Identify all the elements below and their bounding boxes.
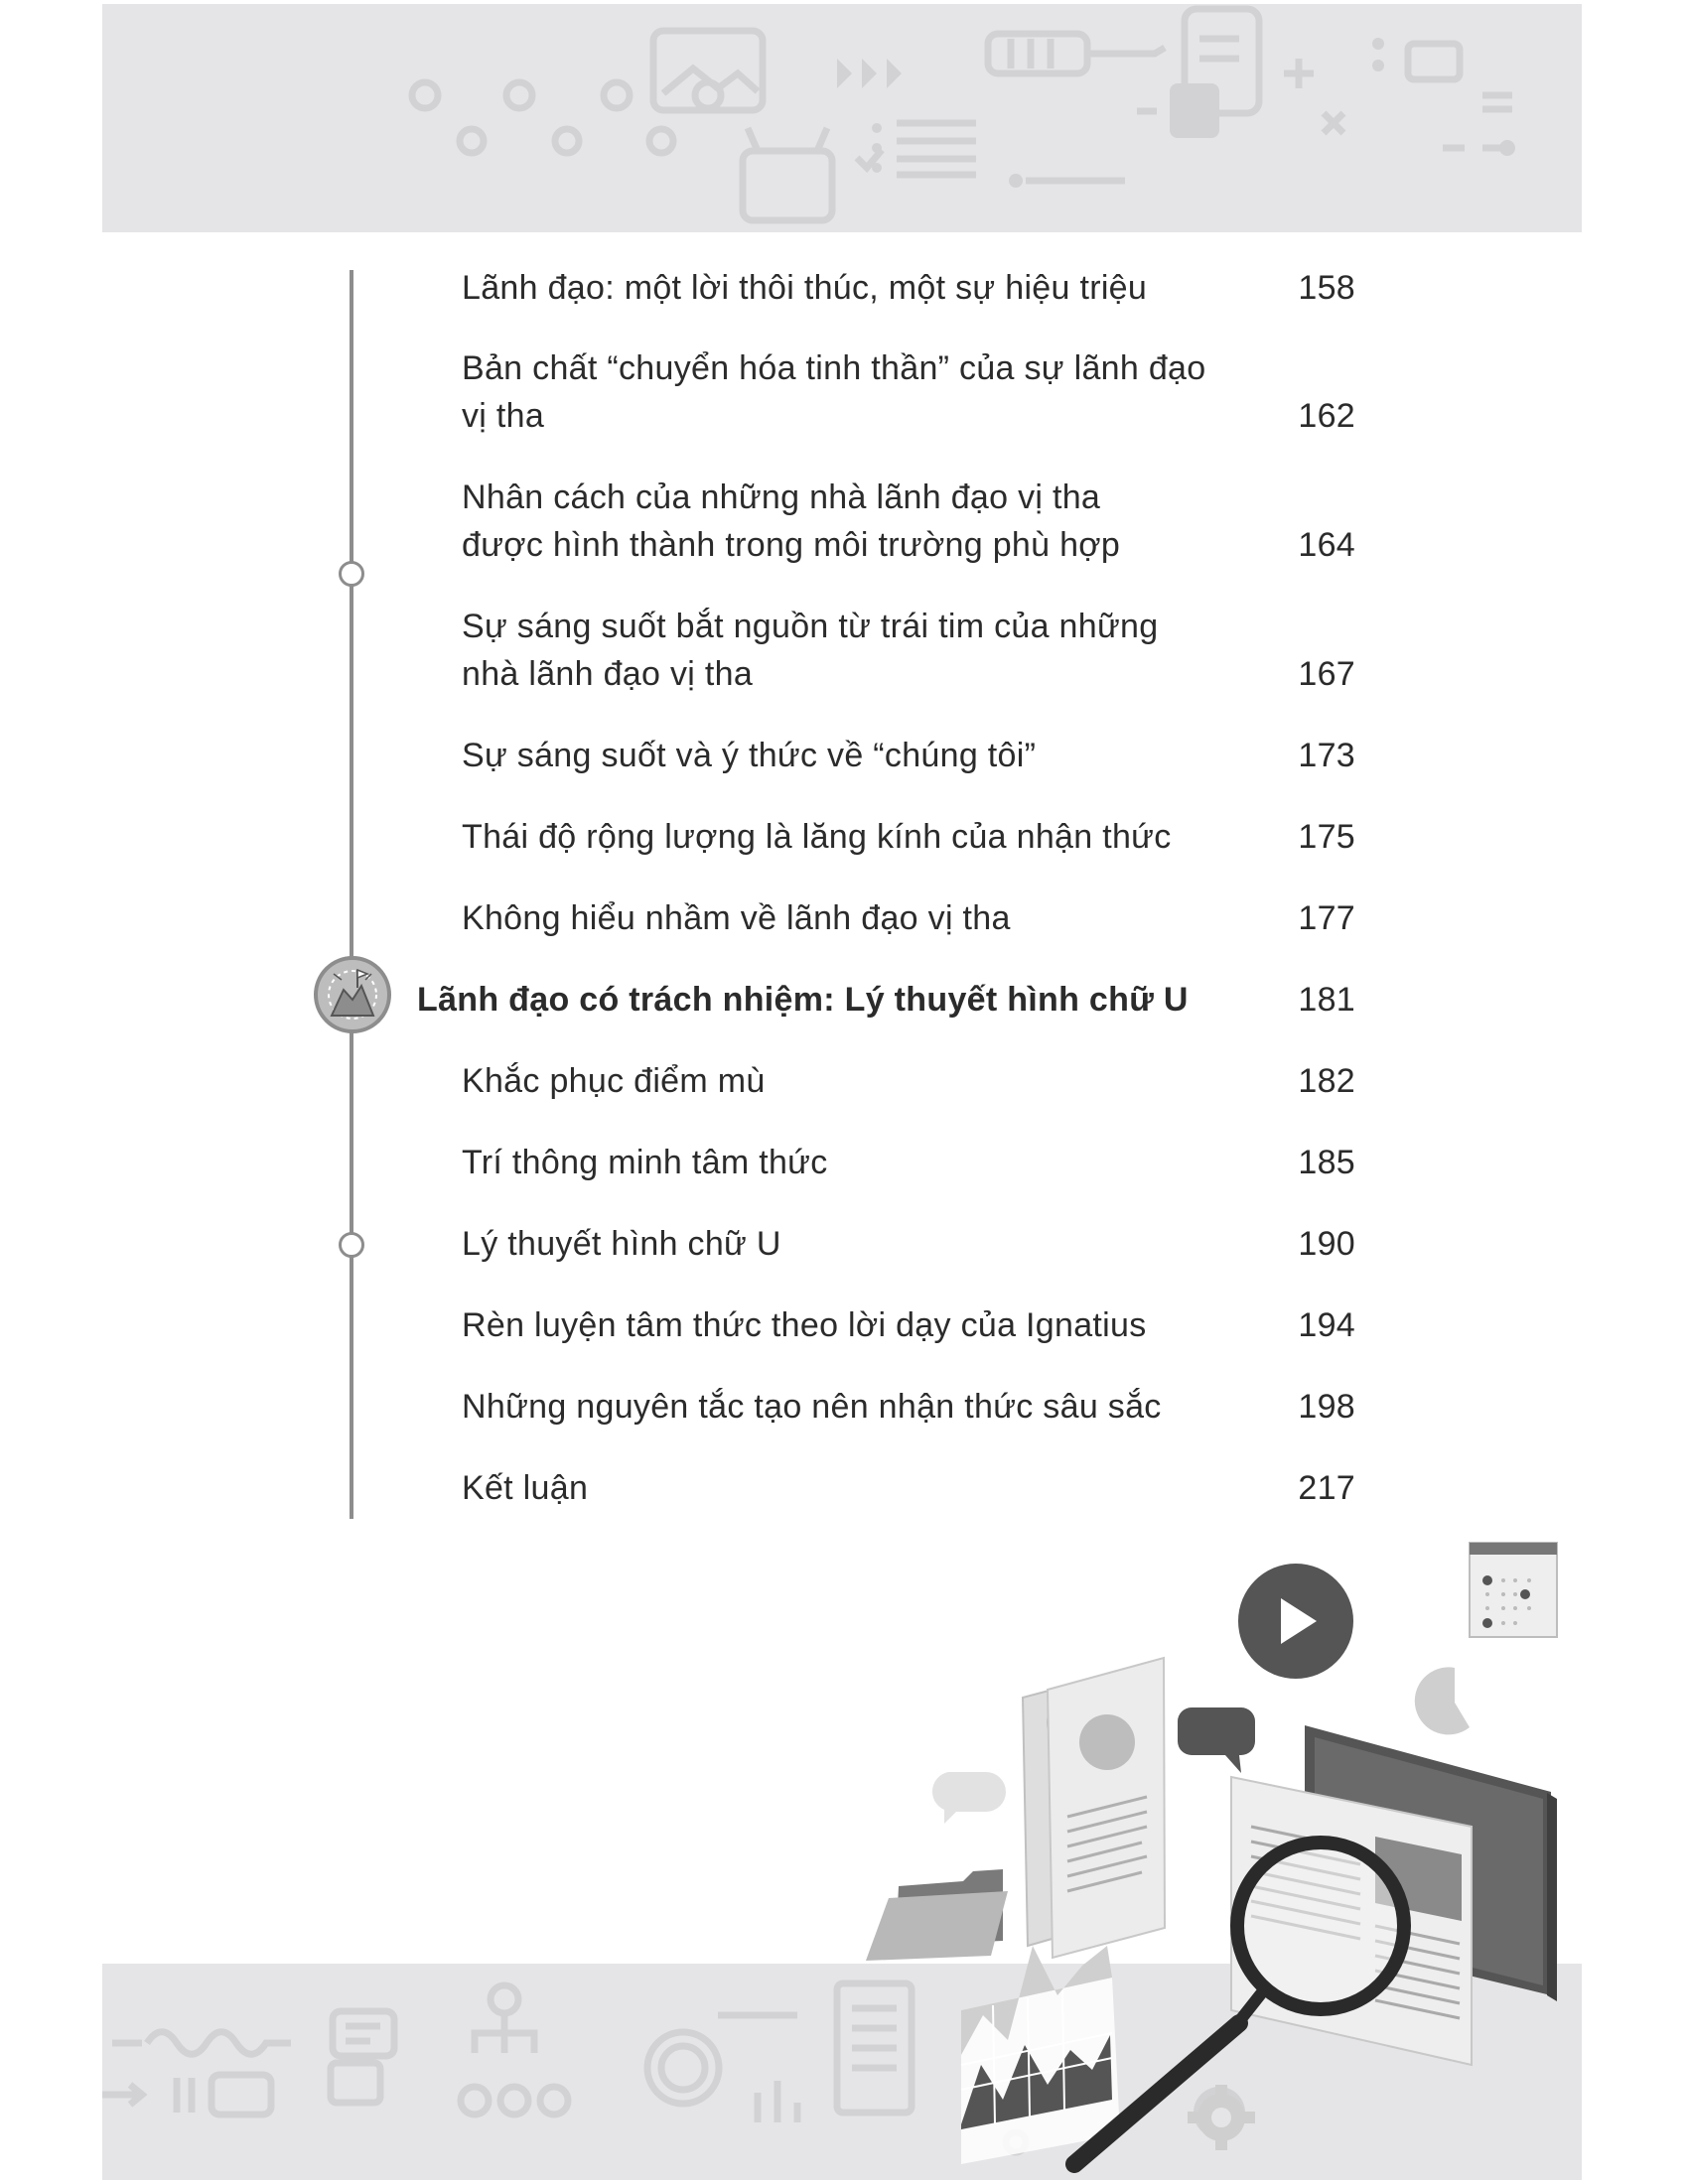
toc-section-entry[interactable]: [417, 976, 1355, 1024]
toc-entry[interactable]: [462, 474, 1355, 569]
toc-entry-title: Những nguyên tắc tạo nên nhận thức sâu sắc: [462, 1388, 1162, 1426]
toc-entry-page: 190: [1298, 1225, 1355, 1263]
toc-entry[interactable]: [462, 1220, 1355, 1268]
calendar-icon: [1470, 1543, 1557, 1637]
toc-entry-title: Lãnh đạo: một lời thôi thúc, một sự hiệu triệu: [462, 269, 1148, 307]
toc-entry[interactable]: [462, 264, 1355, 312]
toc-entry[interactable]: [462, 1383, 1355, 1431]
folder-icon: [866, 1869, 1008, 1961]
toc-entry-page: 198: [1298, 1388, 1355, 1426]
toc-entry-page: 167: [1298, 655, 1355, 693]
toc-entry-title: Rèn luyện tâm thức theo lời dạy của Ignatius: [462, 1306, 1147, 1344]
header-decoration-band: [102, 4, 1582, 232]
toc-entry[interactable]: [462, 1301, 1355, 1349]
toc-entry[interactable]: [462, 1464, 1355, 1512]
toc-entry-title: Trí thông minh tâm thức: [462, 1144, 828, 1181]
play-icon: [1238, 1564, 1353, 1679]
toc-entry-title: Sự sáng suốt bắt nguồn từ trái tim của những nhà lãnh đạo vị tha: [462, 608, 1159, 693]
toc-entry[interactable]: [462, 894, 1355, 942]
toc-entry-page: 158: [1298, 269, 1355, 307]
toc-entry-page: 194: [1298, 1306, 1355, 1344]
toc-entry-page: 177: [1298, 899, 1355, 937]
toc-entry-page: 164: [1298, 526, 1355, 564]
header-icons-pattern: [102, 4, 1582, 232]
mountain-flag-icon: [314, 956, 391, 1033]
toc-entry-page: 185: [1298, 1144, 1355, 1181]
toc-timeline-line: [350, 270, 353, 1519]
toc-entry-title: Nhân cách của những nhà lãnh đạo vị tha được hình thành trong môi trường phù hợp: [462, 478, 1121, 564]
toc-entry-title: Khắc phục điểm mù: [462, 1062, 766, 1100]
toc-entry-page: 162: [1298, 397, 1355, 435]
toc-entry-page: 182: [1298, 1062, 1355, 1100]
toc-entry[interactable]: [462, 1057, 1355, 1105]
toc-entry-page: 217: [1298, 1469, 1355, 1507]
toc-entry[interactable]: [462, 813, 1355, 861]
toc-entry-title: Thái độ rộng lượng là lăng kính của nhận thức: [462, 818, 1172, 856]
magnifier-documents-icon: [844, 1529, 1579, 2174]
toc-entry-title: Không hiểu nhầm về lãnh đạo vị tha: [462, 899, 1011, 937]
toc-entry-title: Kết luận: [462, 1469, 589, 1507]
toc-entry[interactable]: [462, 603, 1355, 698]
toc-section-title: Lãnh đạo có trách nhiệm: Lý thuyết hình chữ U: [417, 981, 1189, 1019]
toc-entry-title: Lý thuyết hình chữ U: [462, 1225, 781, 1263]
timeline-node-icon: [339, 1232, 364, 1258]
toc-entry[interactable]: [462, 1139, 1355, 1186]
timeline-node-icon: [339, 561, 364, 587]
toc-entry-title: Sự sáng suốt và ý thức về “chúng tôi”: [462, 737, 1037, 774]
toc-entry-page: 173: [1298, 737, 1355, 774]
toc-section-page: 181: [1298, 981, 1355, 1019]
toc-entry-title: Bản chất “chuyển hóa tinh thần” của sự lãnh đạo vị tha: [462, 349, 1206, 435]
toc-entry[interactable]: [462, 344, 1355, 440]
toc-entry-page: 175: [1298, 818, 1355, 856]
toc-entry[interactable]: [462, 732, 1355, 779]
